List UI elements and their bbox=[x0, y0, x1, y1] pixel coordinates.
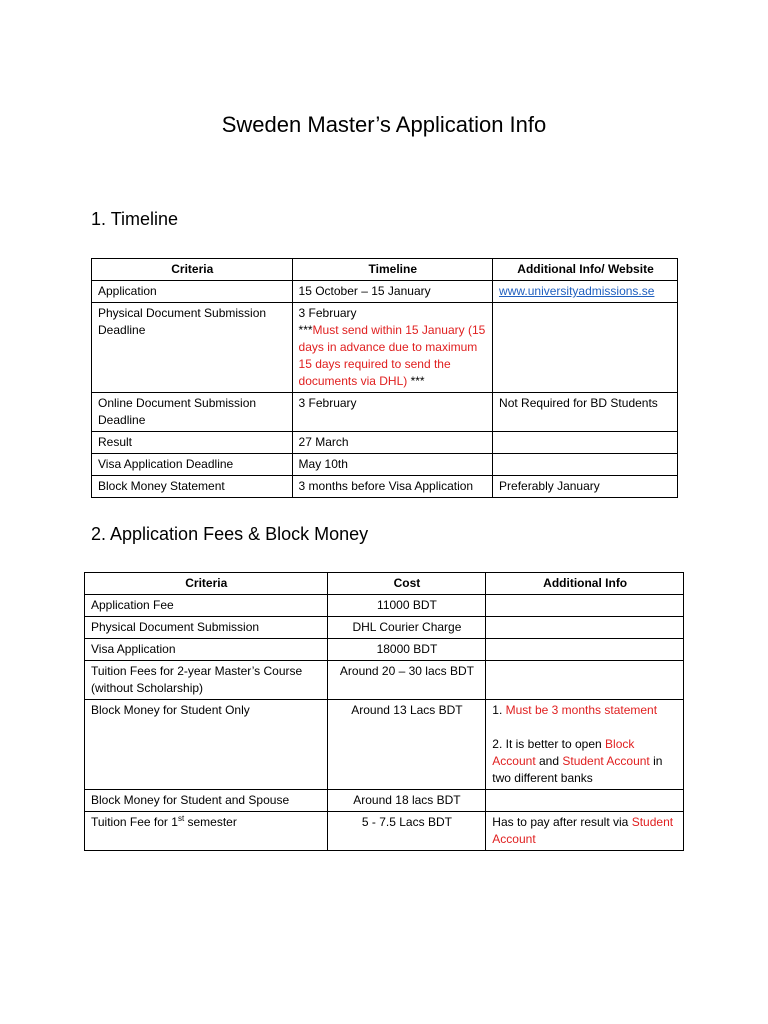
info-cell bbox=[486, 595, 684, 617]
cost-cell: 11000 BDT bbox=[327, 595, 486, 617]
table-row bbox=[92, 281, 678, 303]
column-header-cost: Cost bbox=[327, 573, 486, 595]
student-account-term: Student Account bbox=[492, 815, 674, 846]
timeline-date: 3 February bbox=[298, 306, 357, 320]
point-number: 1. bbox=[492, 703, 506, 717]
section-heading-timeline: 1. Timeline bbox=[91, 209, 179, 229]
point-text: in two different banks bbox=[492, 754, 663, 785]
column-header-criteria: Criteria bbox=[92, 259, 293, 281]
cost-cell: DHL Courier Charge bbox=[327, 617, 486, 639]
note-stars-close: *** bbox=[407, 374, 425, 388]
criteria-cell: Block Money for Student and Spouse bbox=[85, 790, 328, 812]
info-cell bbox=[486, 617, 684, 639]
table-header-row bbox=[92, 259, 678, 281]
column-header-additional-info: Additional Info/ Website bbox=[493, 259, 678, 281]
document-title: Sweden Master’s Application Info bbox=[221, 112, 547, 137]
info-cell bbox=[493, 432, 678, 454]
statement-requirement: Must be 3 months statement bbox=[505, 703, 658, 717]
spacer bbox=[492, 719, 678, 736]
cost-cell: Around 20 – 30 lacs BDT bbox=[327, 661, 486, 700]
info-text: Has to pay after result via bbox=[492, 815, 632, 829]
criteria-cell: Result bbox=[92, 432, 293, 454]
cost-cell: 18000 BDT bbox=[327, 639, 486, 661]
table-row bbox=[92, 393, 678, 432]
info-cell bbox=[493, 303, 678, 393]
column-header-timeline: Timeline bbox=[292, 259, 493, 281]
table-row bbox=[85, 700, 684, 790]
info-cell bbox=[486, 812, 684, 851]
info-point-2 bbox=[492, 736, 678, 787]
criteria-cell: Physical Document Submission Deadline bbox=[92, 303, 293, 393]
university-admissions-link[interactable]: www.universityadmissions.se bbox=[499, 284, 655, 298]
table-row bbox=[92, 454, 678, 476]
section-heading-fees: 2. Application Fees & Block Money bbox=[91, 524, 369, 544]
criteria-text: semester bbox=[184, 815, 237, 829]
info-cell: Not Required for BD Students bbox=[493, 393, 678, 432]
table-row bbox=[85, 639, 684, 661]
criteria-cell: Online Document Submission Deadline bbox=[92, 393, 293, 432]
table-row bbox=[85, 790, 684, 812]
timeline-cell: 15 October – 15 January bbox=[292, 281, 493, 303]
dhl-deadline-note: Must send within 15 January (15 days in advance due to maximum 15 days required to send the documents via DHL) bbox=[298, 323, 486, 388]
cost-cell: Around 18 lacs BDT bbox=[327, 790, 486, 812]
criteria-cell bbox=[85, 812, 328, 851]
block-account-term: Block Account bbox=[492, 737, 635, 768]
criteria-cell: Application bbox=[92, 281, 293, 303]
info-cell bbox=[493, 454, 678, 476]
info-cell bbox=[486, 661, 684, 700]
timeline-table bbox=[91, 258, 678, 498]
criteria-text: Tuition Fee for 1 bbox=[91, 815, 178, 829]
criteria-cell: Tuition Fees for 2-year Master’s Course (without Scholarship) bbox=[85, 661, 328, 700]
ordinal-superscript: st bbox=[177, 814, 185, 823]
fees-table bbox=[84, 572, 684, 851]
student-account-term: Student Account bbox=[562, 754, 650, 768]
info-cell: Preferably January bbox=[493, 476, 678, 498]
timeline-cell bbox=[292, 303, 493, 393]
column-header-criteria: Criteria bbox=[85, 573, 328, 595]
criteria-cell: Block Money for Student Only bbox=[85, 700, 328, 790]
info-point-1 bbox=[492, 702, 678, 719]
info-cell bbox=[486, 639, 684, 661]
point-text: and bbox=[535, 754, 563, 768]
cost-cell: 5 - 7.5 Lacs BDT bbox=[327, 812, 486, 851]
criteria-cell: Physical Document Submission bbox=[85, 617, 328, 639]
timeline-cell: 3 months before Visa Application bbox=[292, 476, 493, 498]
table-row bbox=[85, 595, 684, 617]
note-stars-open: *** bbox=[298, 323, 313, 337]
criteria-cell: Visa Application bbox=[85, 639, 328, 661]
criteria-cell: Block Money Statement bbox=[92, 476, 293, 498]
info-cell bbox=[486, 700, 684, 790]
point-text: 2. It is better to open bbox=[492, 737, 606, 751]
timeline-cell: 27 March bbox=[292, 432, 493, 454]
table-row bbox=[85, 617, 684, 639]
criteria-cell: Visa Application Deadline bbox=[92, 454, 293, 476]
table-row bbox=[92, 432, 678, 454]
table-row bbox=[85, 812, 684, 851]
column-header-additional-info: Additional Info bbox=[486, 573, 684, 595]
criteria-cell: Application Fee bbox=[85, 595, 328, 617]
table-row bbox=[85, 661, 684, 700]
info-cell bbox=[486, 790, 684, 812]
timeline-cell: May 10th bbox=[292, 454, 493, 476]
table-row bbox=[92, 303, 678, 393]
table-header-row bbox=[85, 573, 684, 595]
cost-cell: Around 13 Lacs BDT bbox=[327, 700, 486, 790]
table-row bbox=[92, 476, 678, 498]
info-cell bbox=[493, 281, 678, 303]
timeline-cell: 3 February bbox=[292, 393, 493, 432]
